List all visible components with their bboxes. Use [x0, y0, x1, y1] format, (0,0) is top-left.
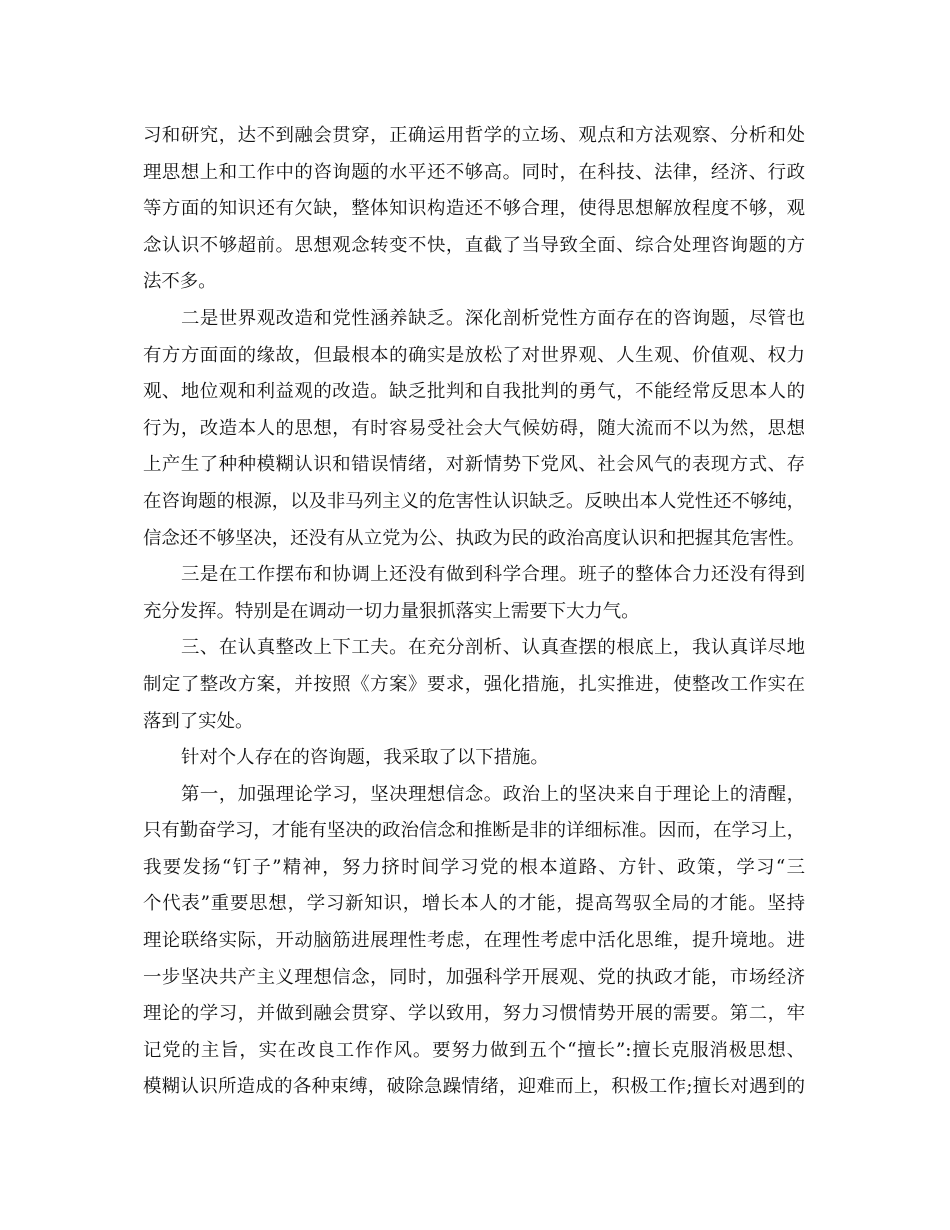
- paragraph-start-line: 三、在认真整改上下工夫。在充分剖析、认真查摆的根底上，我认真详尽地: [181, 637, 805, 659]
- paragraph-start-line: 三是在工作摆布和协调上还没有做到科学合理。班子的整体合力还没有得到: [181, 564, 805, 586]
- text-line: 念认识不够超前。思想观念转变不快，直截了当导致全面、综合处理咨询题的方: [143, 234, 805, 256]
- text-line: 充分发挥。特别是在调动一切力量狠抓落实上需要下大力气。: [143, 600, 640, 622]
- text-line: 习和研究，达不到融会贯穿，正确运用哲学的立场、观点和方法观察、分析和处: [143, 125, 805, 146]
- text-line: 等方面的知识还有欠缺，整体知识构造还不够合理，使得思想解放程度不够，观: [143, 198, 805, 220]
- text-line: 记党的主旨，实在改良工作作风。要努力做到五个“擅长”:擅长克服消极思想、: [143, 1039, 805, 1061]
- paragraph-start-line: 针对个人存在的咨询题，我采取了以下措施。: [181, 747, 549, 769]
- text-line: 上产生了种种模糊认识和错误情绪，对新情势下党风、社会风气的表现方式、存: [143, 454, 805, 476]
- text-line: 在咨询题的根源，以及非马列主义的危害性认识缺乏。反映出本人党性还不够纯，: [143, 490, 806, 512]
- paragraph-start-line: 二是世界观改造和党性涵养缺乏。深化剖析党性方面存在的咨询题，尽管也: [181, 307, 805, 329]
- text-line: 模糊认识所造成的各种束缚，破除急躁情绪，迎难而上，积极工作;擅长对遇到的: [143, 1076, 805, 1098]
- text-line: 我要发扬“钉子”精神，努力挤时间学习党的根本道路、方针、政策，学习“三: [143, 856, 805, 878]
- text-line: 法不多。: [143, 271, 217, 293]
- text-line: 行为，改造本人的思想，有时容易受社会大气候妨碍，随大流而不以为然，思想: [143, 417, 805, 439]
- paragraph-start-line: 第一，加强理论学习，坚决理想信念。政治上的坚决来自于理论上的清醒，: [181, 783, 805, 805]
- text-line: 一步坚决共产主义理想信念，同时，加强科学开展观、党的执政才能，市场经济: [143, 966, 805, 988]
- text-line: 个代表”重要思想，学习新知识，增长本人的才能，提高驾驭全局的才能。坚持: [143, 893, 805, 915]
- document-body: [143, 118, 805, 1106]
- text-line: 只有勤奋学习，才能有坚决的政治信念和推断是非的详细标准。因而，在学习上，: [143, 820, 806, 842]
- text-line: 落到了实处。: [143, 710, 254, 732]
- text-line: 理思想上和工作中的咨询题的水平还不够高。同时，在科技、法律，经济、行政: [143, 161, 805, 183]
- text-line: 制定了整改方案，并按照《方案》要求，强化措施，扎实推进，使整改工作实在: [143, 673, 805, 695]
- text-line: 理论的学习，并做到融会贯穿、学以致用，努力习惯情势开展的需要。第二，牢: [143, 1003, 805, 1025]
- text-line: 理论联络实际，开动脑筋进展理性考虑，在理性考虑中活化思维，提升境地。进: [143, 930, 805, 952]
- text-line: 观、地位观和利益观的改造。缺乏批判和自我批判的勇气，不能经常反思本人的: [143, 381, 805, 403]
- text-line: 信念还不够坚决，还没有从立党为公、执政为民的政治高度认识和把握其危害性。: [143, 527, 806, 549]
- text-line: 有方方面面的缘故，但最根本的确实是放松了对世界观、人生观、价值观、权力: [143, 344, 805, 366]
